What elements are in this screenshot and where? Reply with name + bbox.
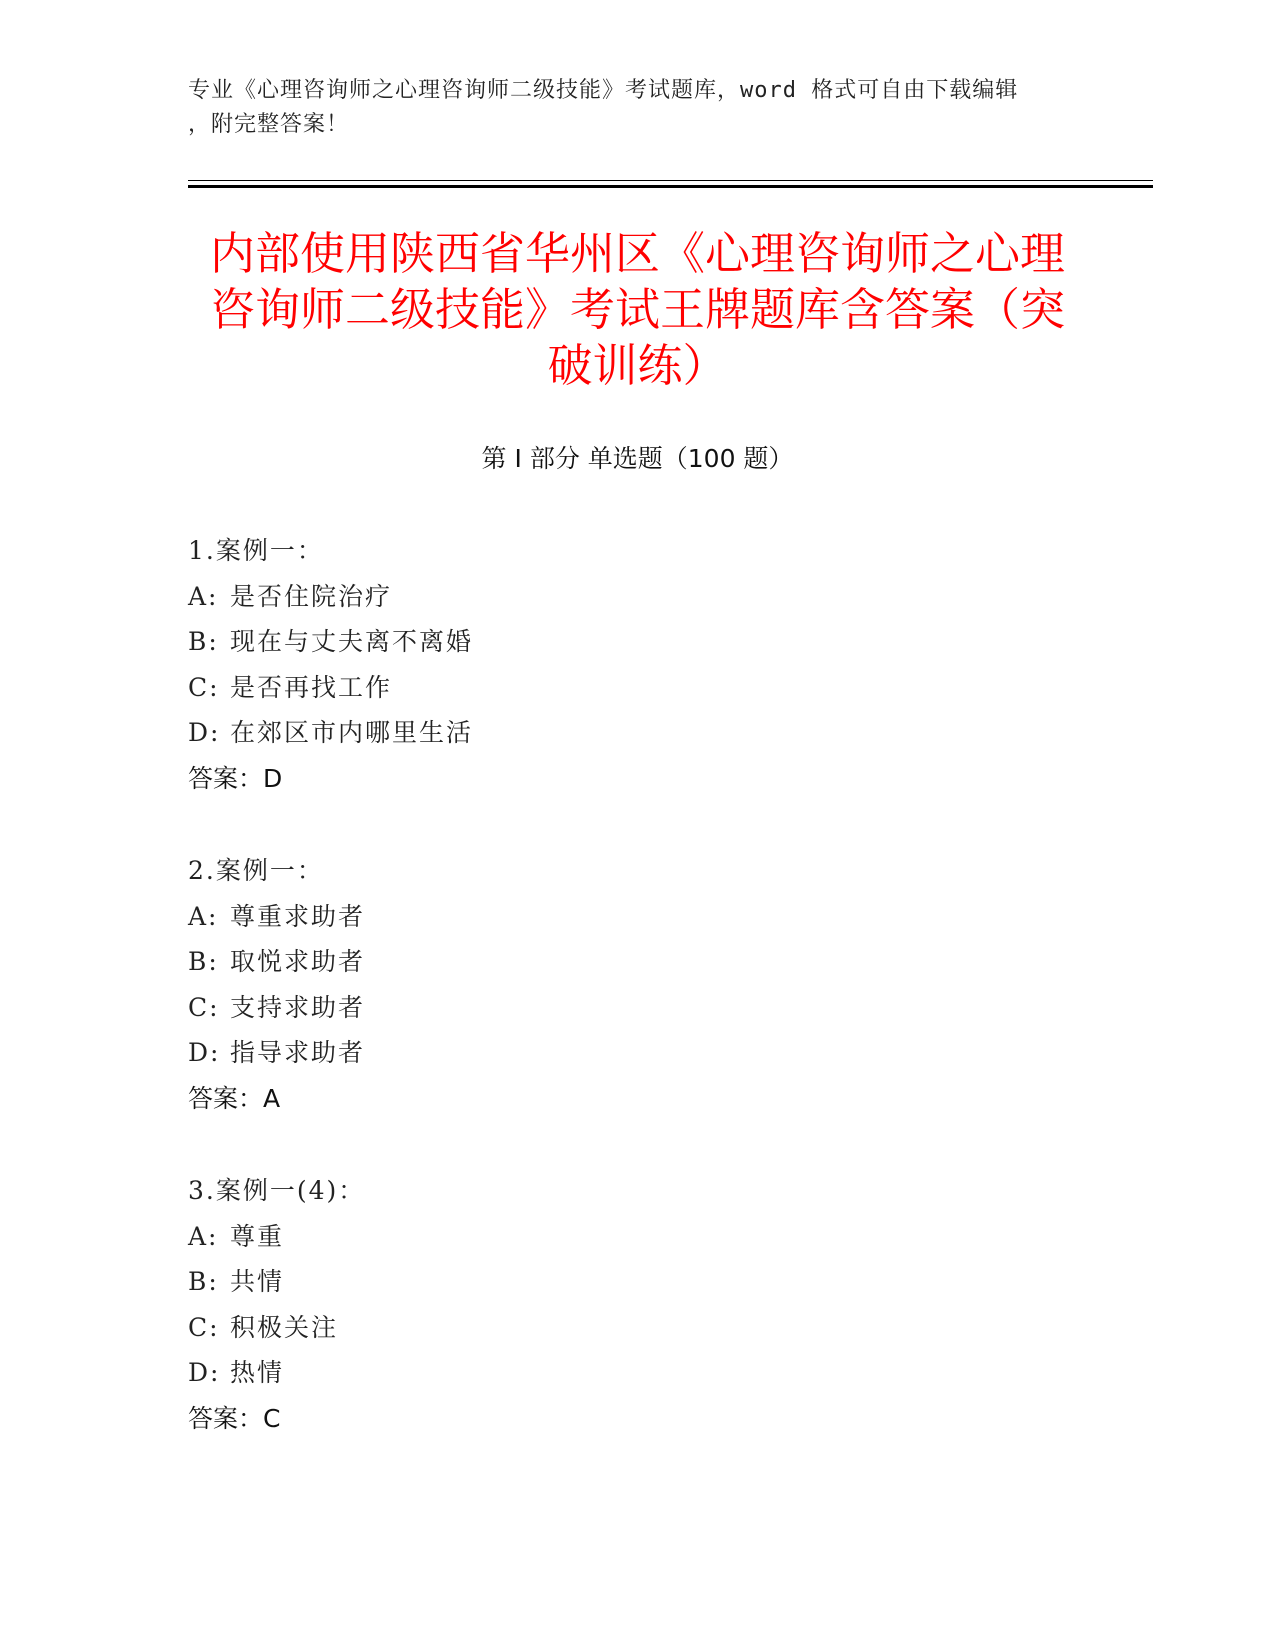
option-b	[188, 939, 1088, 985]
option-label: C:	[188, 672, 220, 702]
option-label: A:	[188, 901, 219, 931]
option-text: 共情	[230, 1267, 285, 1296]
question-2	[188, 848, 1088, 1121]
option-text: 积极关注	[230, 1312, 339, 1342]
option-text: 现在与丈夫离不离婚	[230, 627, 474, 656]
option-a	[188, 1214, 1088, 1260]
option-label: A:	[188, 581, 219, 611]
document-title-line-2: 咨询师二级技能》考试王牌题库含答案（突	[209, 283, 1065, 336]
header-note-line-2: ，附完整答案！	[188, 112, 350, 137]
option-text: 尊重	[230, 1221, 285, 1251]
option-c	[188, 985, 1088, 1031]
option-d	[188, 1350, 1088, 1396]
option-a	[188, 894, 1088, 940]
option-b	[188, 619, 1088, 665]
option-c	[188, 665, 1088, 711]
option-label: B:	[188, 627, 219, 656]
option-text: 取悦求助者	[230, 947, 366, 976]
document-title-line-1: 内部使用陕西省华州区《心理咨询师之心理	[209, 227, 1065, 280]
document-title-line-3: 破训练）	[547, 339, 728, 392]
option-text: 指导求助者	[230, 1038, 366, 1067]
option-label: B:	[188, 947, 219, 976]
option-a	[188, 574, 1088, 620]
question-stem: 1.案例一：	[188, 536, 324, 565]
question-stem: 3.案例一(4)：	[188, 1176, 366, 1205]
header-divider-thin	[188, 180, 1153, 181]
question-1	[188, 528, 1088, 801]
option-label: D:	[188, 718, 221, 747]
option-label: A:	[188, 1221, 219, 1251]
option-text: 尊重求助者	[230, 901, 366, 931]
option-label: D:	[188, 1358, 221, 1387]
option-label: C:	[188, 1312, 220, 1342]
answer: 答案：C	[188, 1403, 281, 1433]
answer: 答案：A	[188, 1083, 281, 1113]
header-divider-thick	[188, 185, 1153, 188]
option-text: 是否住院治疗	[230, 581, 393, 611]
section-heading: 第 I 部分 单选题（100 题）	[481, 444, 794, 473]
option-text: 在郊区市内哪里生活	[230, 718, 474, 747]
answer: 答案：D	[188, 763, 283, 793]
option-label: D:	[188, 1038, 221, 1067]
option-c	[188, 1305, 1088, 1351]
option-b	[188, 1259, 1088, 1305]
question-stem: 2.案例一：	[188, 856, 324, 885]
document-title	[150, 226, 1125, 394]
header-note	[188, 74, 1068, 142]
option-text: 热情	[230, 1358, 285, 1387]
option-d	[188, 1030, 1088, 1076]
question-3	[188, 1168, 1088, 1441]
option-d	[188, 710, 1088, 756]
option-text: 支持求助者	[230, 992, 366, 1022]
option-label: B:	[188, 1267, 219, 1296]
option-label: C:	[188, 992, 220, 1022]
header-note-line-1: 专业《心理咨询师之心理咨询师二级技能》考试题库，word 格式可自由下载编辑	[188, 78, 1019, 103]
option-text: 是否再找工作	[230, 672, 393, 702]
